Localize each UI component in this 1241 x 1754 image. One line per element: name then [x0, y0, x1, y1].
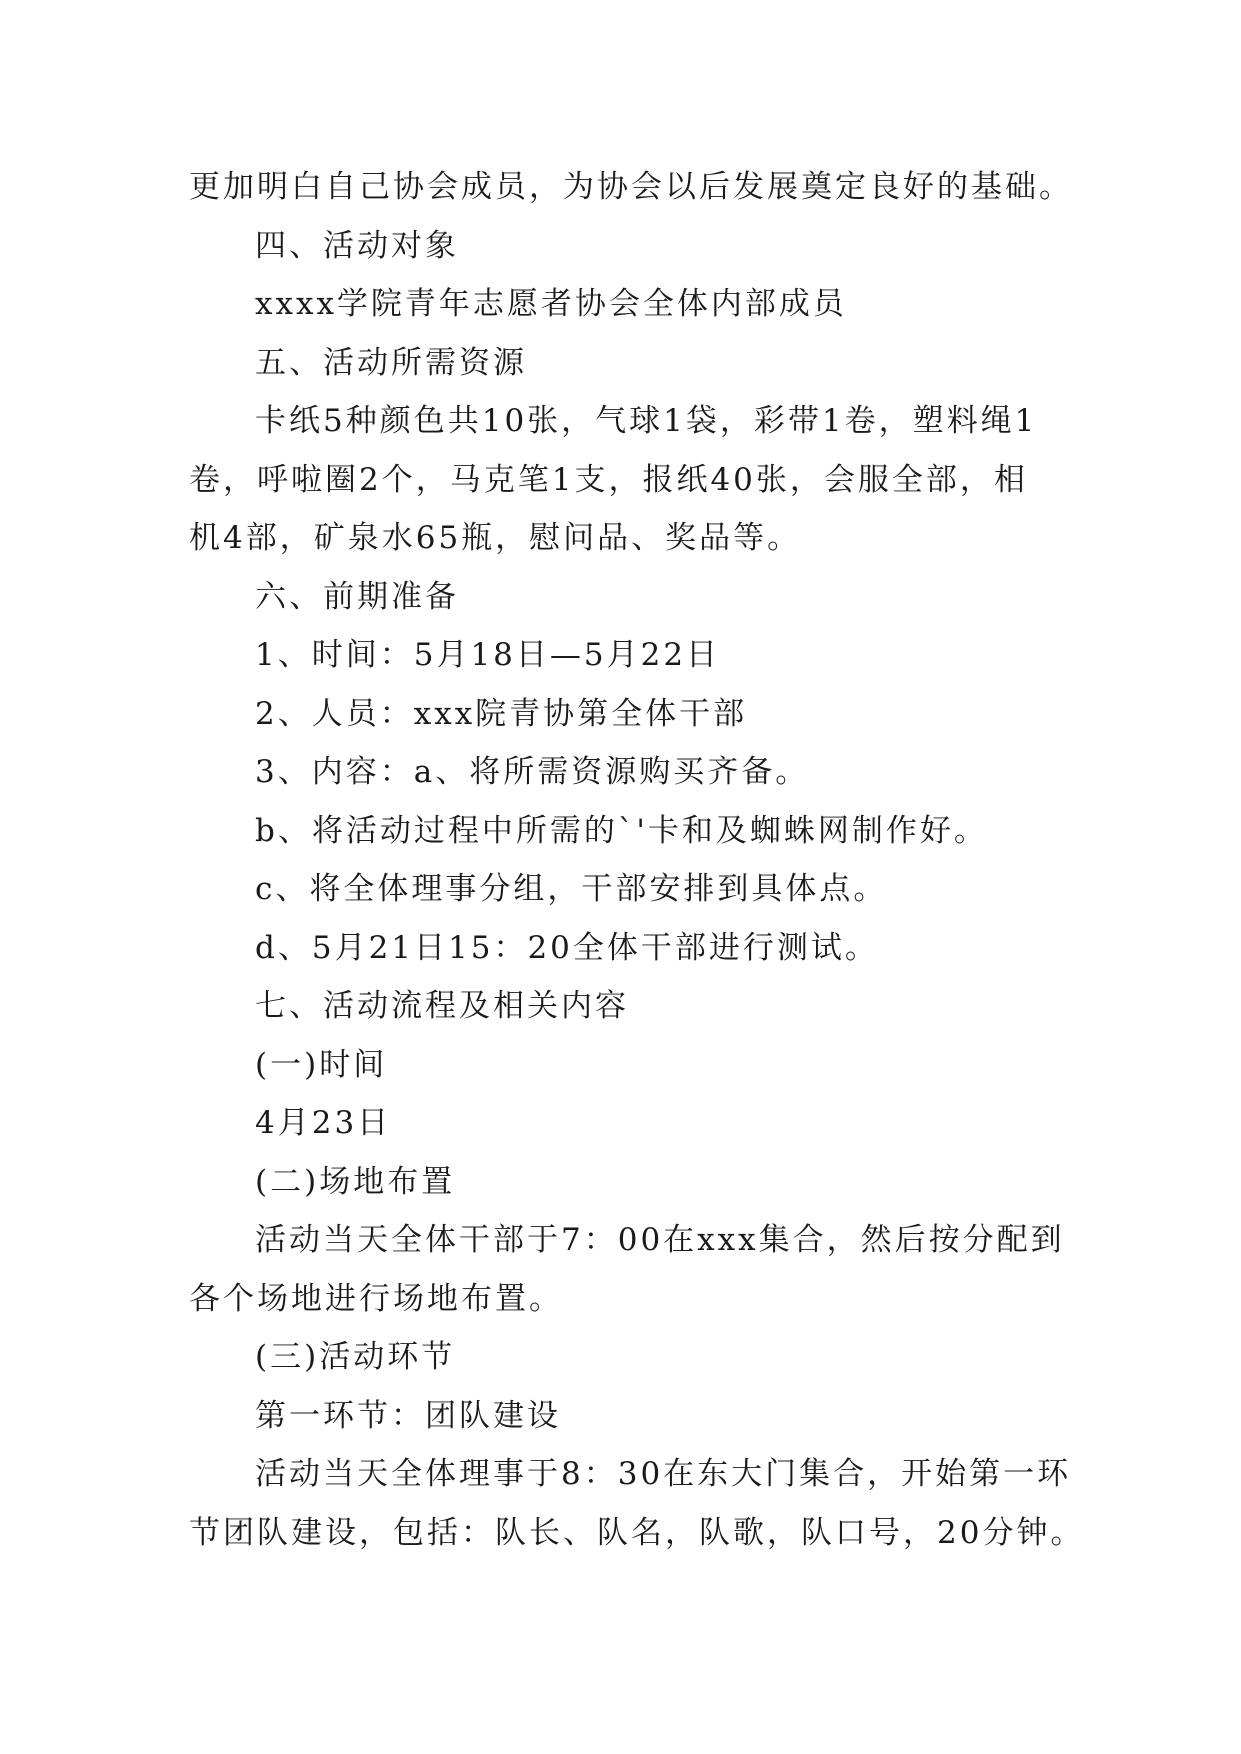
paragraph-line: 更加明白自己协会成员，为协会以后发展奠定良好的基础。 [189, 169, 1073, 205]
paragraph-line: 卡纸5种颜色共10张，气球1袋，彩带1卷，塑料绳1 [255, 403, 1038, 439]
paragraph-line: 4月23日 [255, 1105, 392, 1141]
paragraph-line: 卷，呼啦圈2个，马克笔1支，报纸40张，会服全部，相 [189, 461, 1028, 498]
list-item: 3、内容：a、将所需资源购买齐备。 [255, 754, 810, 790]
paragraph-line: 第一环节：团队建设 [255, 1397, 561, 1434]
section-heading-5: 五、活动所需资源 [255, 344, 527, 381]
paragraph-line: 机4部，矿泉水65瓶，慰问品、奖品等。 [189, 520, 802, 556]
paragraph-line: 节团队建设，包括：队长、队名，队歌，队口号，20分钟。 [189, 1514, 1085, 1551]
section-heading-6: 六、前期准备 [255, 578, 459, 615]
paragraph-line: 活动当天全体干部于7：00在xxx集合，然后按分配到 [255, 1222, 1065, 1258]
subsection-heading: (三)活动环节 [255, 1339, 456, 1375]
list-item: 2、人员：xxx院青协第全体干部 [255, 695, 748, 732]
subsection-heading: (二)场地布置 [255, 1163, 456, 1200]
subsection-heading: (一)时间 [255, 1046, 388, 1083]
section-heading-4: 四、活动对象 [255, 227, 459, 264]
list-item: b、将活动过程中所需的`'卡和及蜘蛛网制作好。 [255, 812, 988, 849]
document-body [189, 158, 1085, 1562]
paragraph-line: 各个场地进行场地布置。 [189, 1280, 563, 1317]
section-heading-7: 七、活动流程及相关内容 [255, 988, 629, 1024]
list-item: c、将全体理事分组，干部安排到具体点。 [255, 871, 888, 907]
list-item: d、5月21日15：20全体干部进行测试。 [255, 929, 879, 966]
list-item: 1、时间：5月18日—5月22日 [255, 637, 721, 673]
paragraph-line: xxxx学院青年志愿者协会全体内部成员 [255, 286, 847, 322]
paragraph-line: 活动当天全体理事于8：30在东大门集合，开始第一环 [255, 1456, 1072, 1492]
